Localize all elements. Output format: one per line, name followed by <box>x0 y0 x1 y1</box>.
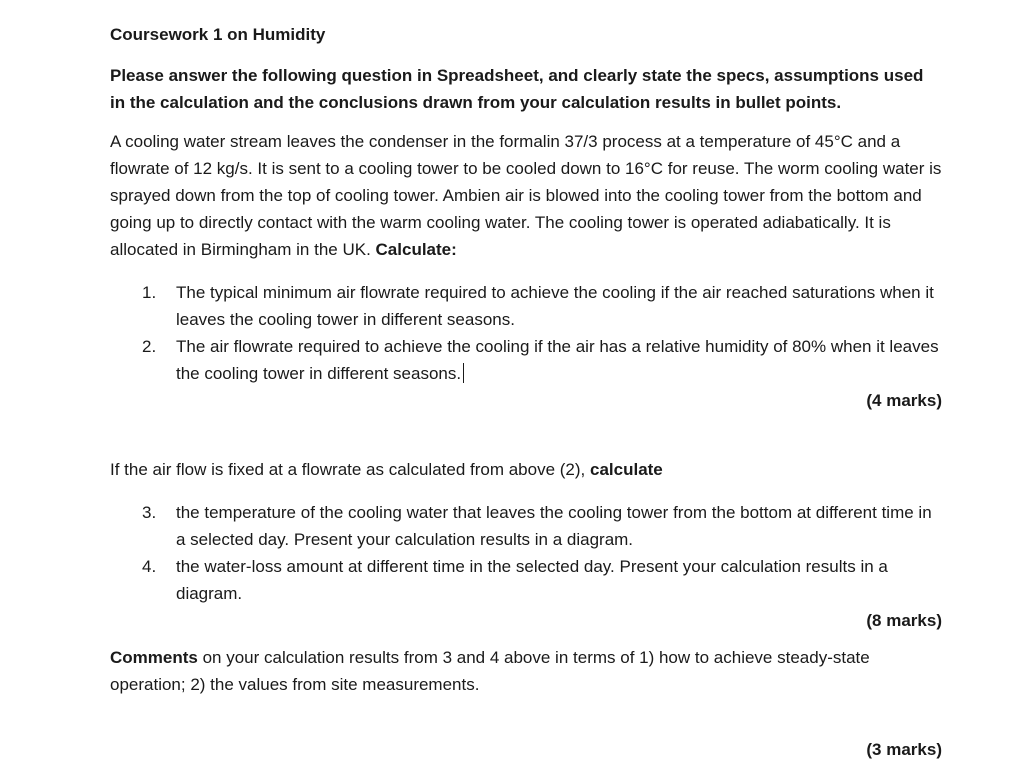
part2-lead-text: If the air flow is fixed at a flowrate as calculated from above (2), <box>110 460 590 479</box>
marks-part1: (4 marks) <box>866 391 942 410</box>
item-text: The typical minimum air flowrate required to achieve the cooling if the air reached saturations when it leaves the cooling tower in different seasons. <box>176 283 934 329</box>
item-number: 3. <box>142 503 157 522</box>
question-list-part2 <box>110 499 942 607</box>
item-text: the temperature of the cooling water that leaves the cooling tower from the bottom at different time in a selected day. Present your calculation results in a diagram. <box>176 503 932 549</box>
question-list-part1 <box>110 279 942 387</box>
item-number: 4. <box>142 557 157 576</box>
item-number: 2. <box>142 337 157 356</box>
list-item <box>110 499 942 553</box>
item-text: The air flowrate required to achieve the cooling if the air has a relative humidity of 80% when it leaves the cooling tower in different seasons. <box>176 337 939 383</box>
comments-text: on your calculation results from 3 and 4 above in terms of 1) how to achieve steady-state operation; 2) the values from site measurements. <box>110 648 870 694</box>
list-item <box>110 279 942 333</box>
document-title: Coursework 1 on Humidity <box>110 25 326 44</box>
comments-paragraph <box>110 644 942 698</box>
item-number: 1. <box>142 283 157 302</box>
problem-statement <box>110 128 942 263</box>
marks-part3: (3 marks) <box>866 740 942 759</box>
list-item <box>110 333 942 387</box>
list-item <box>110 553 942 607</box>
calculate-label: Calculate: <box>375 240 457 259</box>
coursework-document <box>110 22 942 763</box>
item-text: the water-loss amount at different time in the selected day. Present your calculation results in a diagram. <box>176 557 888 603</box>
text-cursor <box>463 363 464 383</box>
comments-label: Comments <box>110 648 198 667</box>
instructions-paragraph: Please answer the following question in Spreadsheet, and clearly state the specs, assumptions used in the calculation and the conclusions drawn from your calculation results in bullet points. <box>110 66 924 112</box>
part2-calculate-label: calculate <box>590 460 663 479</box>
part2-lead <box>110 456 942 483</box>
problem-statement-text: A cooling water stream leaves the condenser in the formalin 37/3 process at a temperature of 45°C and a flowrate of 12 kg/s. It is sent to a cooling tower to be cooled down to 16°C for reuse. The worm cooling water is sprayed down from the top of cooling tower. Ambien air is blowed into the cooling tower from the bottom and going up to directly contact with the warm cooling water. The cooling tower is operated adiabatically. It is allocated in Birmingham in the UK. <box>110 132 942 259</box>
marks-part2: (8 marks) <box>866 611 942 630</box>
